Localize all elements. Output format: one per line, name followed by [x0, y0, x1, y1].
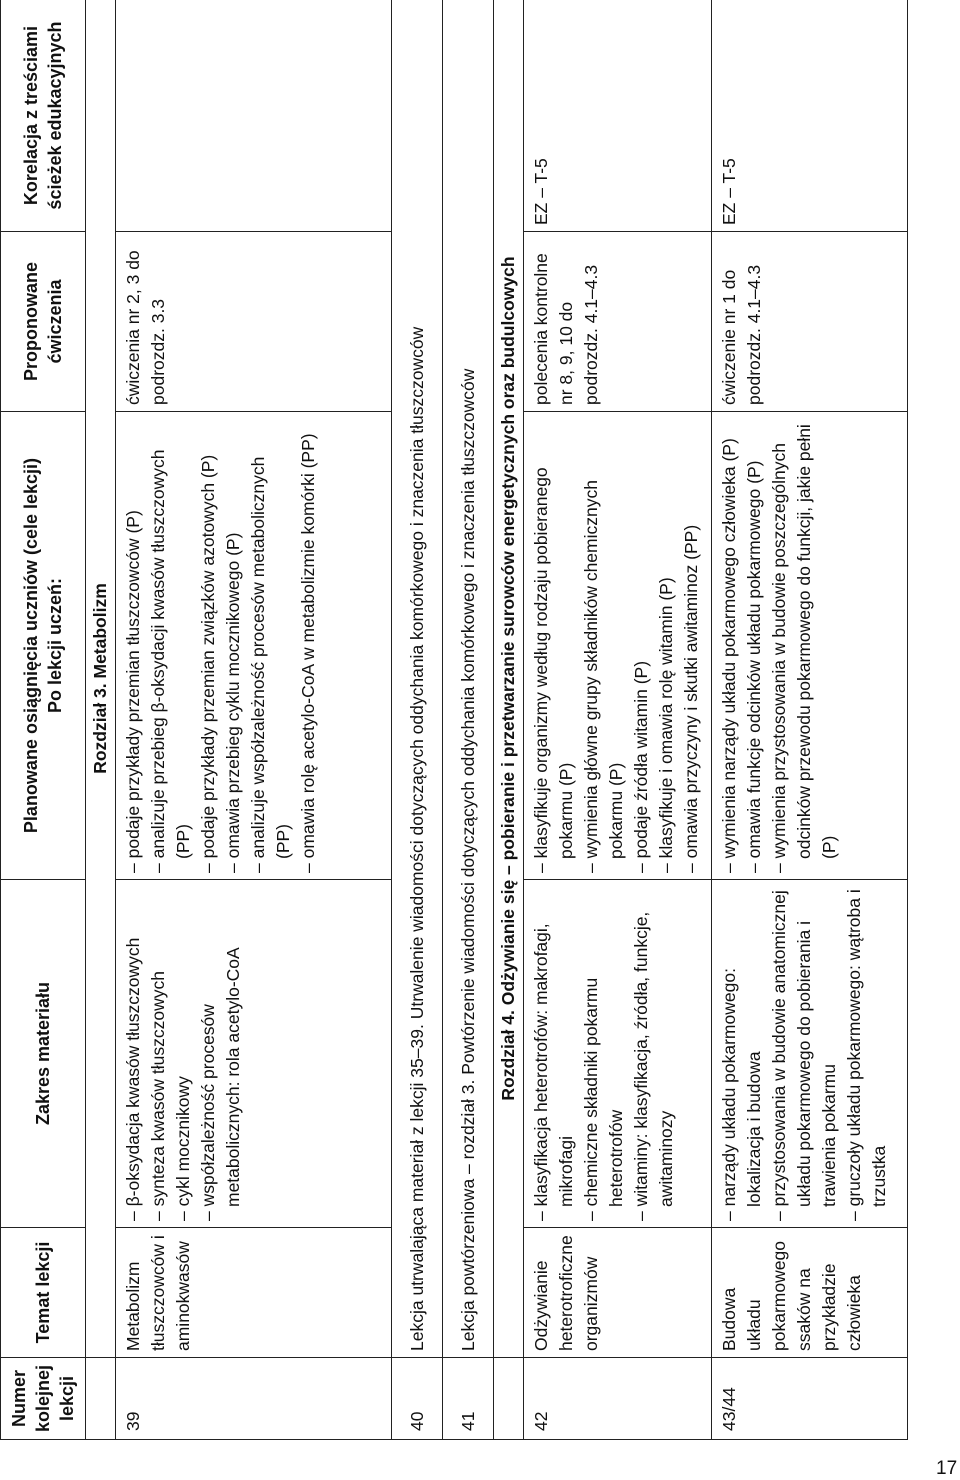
- list-item: – chemiczne składniki pokarmu heterotrofów: [579, 886, 629, 1221]
- table-row: [712, 0, 908, 1440]
- table-row: [443, 0, 494, 1440]
- list-item: – podaje przykłady przemian tłuszczowców (P): [121, 418, 146, 873]
- list-item: – wymienia narządy układu pokarmowego człowieka (P): [717, 418, 742, 873]
- row-cwiczenia: ćwiczenia nr 2, 3 do podrozdz. 3.3: [116, 232, 392, 412]
- header-planowane-line1: Planowane osiągnięcia uczniów (cele lekcji): [21, 457, 41, 834]
- chapter-row: [494, 0, 524, 1440]
- row-cele: [712, 412, 908, 880]
- row-summary: Lekcja utrwalająca materiał z lekcji 35–39. Utrwalenie wiadomości dotyczących oddychania komórkowego i znaczenia tłuszczowców: [392, 0, 443, 1358]
- list-item: – analizuje przebieg β-oksydacji kwasów tłuszczowych (PP): [146, 418, 196, 873]
- list-item: – β-oksydacja kwasów tłuszczowych: [121, 886, 146, 1221]
- list-item: – klasyfikacja heterotrofów: makrofagi, mikrofagi: [529, 886, 579, 1221]
- list-item: – klasyfikuje organizmy według rodzaju pobieranego pokarmu (P): [529, 418, 579, 873]
- chapter-3-title: Rozdział 3. Metabolizm: [86, 0, 116, 1358]
- list-item: – podaje źródła witamin (P): [629, 418, 654, 873]
- header-planowane: [1, 412, 86, 880]
- row-temat: Odżywianie heterotroficzne organizmów: [524, 1228, 712, 1358]
- chapter-4-title: Rozdział 4. Odżywianie się – pobieranie i przetwarzanie surowców energetycznych oraz budulcowych: [494, 0, 524, 1358]
- page-number: 17: [936, 1458, 958, 1479]
- row-zakres: [116, 880, 392, 1228]
- list-item: – narządy układu pokarmowego: lokalizacja i budowa: [717, 886, 767, 1221]
- header-planowane-line2: Po lekcji uczeń:: [45, 577, 65, 714]
- list-item: – współzależność procesów metabolicznych: rola acetylo-CoA: [196, 886, 246, 1221]
- list-item: – synteza kwasów tłuszczowych: [146, 886, 171, 1221]
- list-item: – witaminy: klasyfikacja, źródła, funkcje, awitaminozy: [629, 886, 679, 1221]
- header-korelacja: Korelacja z treściami ścieżek edukacyjnych: [1, 0, 86, 232]
- list-item: – klasyfikuje i omawia rolę witamin (P): [654, 418, 679, 873]
- row-number: 39: [116, 1358, 392, 1440]
- header-nr: Numer kolejnej lekcji: [1, 1358, 86, 1440]
- row-cwiczenia: polecenia kontrolne nr 8, 9, 10 do podrozdz. 4.1–4.3: [524, 232, 712, 412]
- header-row: [1, 0, 86, 1440]
- row-korelacja: [116, 0, 392, 232]
- row-number: 40: [392, 1358, 443, 1440]
- list-item: – podaje przykłady przemian związków azotowych (P): [196, 418, 221, 873]
- row-number: 41: [443, 1358, 494, 1440]
- table-row: [392, 0, 443, 1440]
- row-number: 42: [524, 1358, 712, 1440]
- header-temat: Temat lekcji: [1, 1228, 86, 1358]
- list-item: – omawia przebieg cyklu mocznikowego (P): [221, 418, 246, 873]
- row-zakres: [524, 880, 712, 1228]
- header-zakres: Zakres materiału: [1, 880, 86, 1228]
- list-item: – analizuje współzależność procesów metabolicznych (PP): [246, 418, 296, 873]
- row-summary: Lekcja powtórzeniowa – rozdział 3. Powtórzenie wiadomości dotyczących oddychania komórkowego i znaczenia tłuszczowców: [443, 0, 494, 1358]
- list-item: – wymienia główne grupy składników chemicznych pokarmu (P): [579, 418, 629, 873]
- list-item: – gruczoły układu pokarmowego: wątroba i trzustka: [842, 886, 892, 1221]
- list-item: – przystosowania w budowie anatomicznej układu pokarmowego do pobierania i trawienia pokarmu: [767, 886, 842, 1221]
- header-cwiczenia: Proponowane ćwiczenia: [1, 232, 86, 412]
- list-item: – cykl mocznikowy: [171, 886, 196, 1221]
- row-korelacja: EZ – T-5: [712, 0, 908, 232]
- row-korelacja: EZ – T-5: [524, 0, 712, 232]
- table-row: [116, 0, 392, 1440]
- list-item: – wymienia przystosowania w budowie poszczególnych odcinków przewodu pokarmowego do funkcji, jakie pełni (P): [767, 418, 842, 873]
- list-item: – omawia funkcje odcinków układu pokarmowego (P): [742, 418, 767, 873]
- table-row: [524, 0, 712, 1440]
- row-zakres: [712, 880, 908, 1228]
- row-temat: Budowa układu pokarmowego ssaków na przykładzie człowieka: [712, 1228, 908, 1358]
- list-item: – omawia rolę acetylo-CoA w metabolizmie komórki (PP): [296, 418, 321, 873]
- list-item: – omawia przyczyny i skutki awitaminoz (PP): [679, 418, 704, 873]
- row-cwiczenia: ćwiczenie nr 1 do podrozdz. 4.1–4.3: [712, 232, 908, 412]
- row-cele: [116, 412, 392, 880]
- chapter-row: [86, 0, 116, 1440]
- row-temat: Metabolizm tłuszczowców i aminokwasów: [116, 1228, 392, 1358]
- row-number: 43/44: [712, 1358, 908, 1440]
- row-cele: [524, 412, 712, 880]
